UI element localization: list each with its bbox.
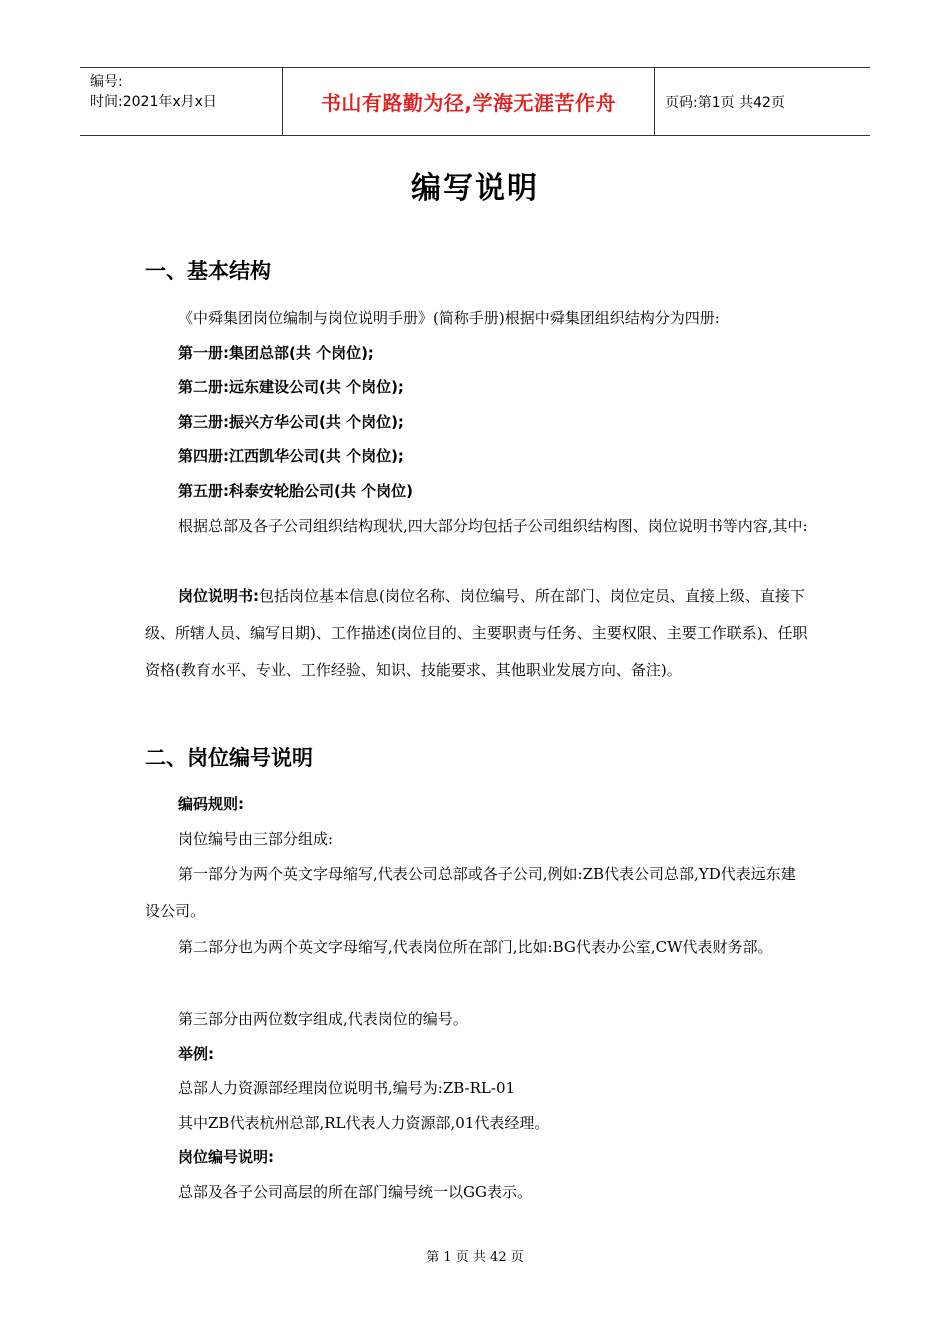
description-text: 包括岗位基本信息(岗位名称、岗位编号、所在部门、岗位定员、直接上级、直接下级、所辖人员、编写日期)、工作描述(岗位目的、主要职责与任务、主要权限、主要工作联系)、任职资格(教育水平、专业、工作经验、知识、技能要求、其他职业发展方向、备注)。: [145, 587, 808, 679]
volume-item: 第五册:科泰安轮胎公司(共 个岗位): [178, 482, 413, 500]
volume-item: 第二册:远东建设公司(共 个岗位);: [178, 378, 404, 396]
page-title: 编写说明: [411, 171, 539, 206]
rule-line: 第二部分也为两个英文字母缩写,代表岗位所在部门,比如:BG代表办公室,CW代表财务部。: [178, 938, 773, 956]
motto: 书山有路勤为径,学海无涯苦作舟: [282, 68, 655, 135]
example-line: 其中ZB代表杭州总部,RL代表人力资源部,01代表经理。: [178, 1114, 550, 1132]
header-left-cell: [80, 68, 282, 135]
volume-item: 第三册:振兴方华公司(共 个岗位);: [178, 413, 404, 431]
note-line: 总部及各子公司高层的所在部门编号统一以GG表示。: [178, 1183, 532, 1201]
volume-item: 第四册:江西凯华公司(共 个岗位);: [178, 447, 404, 465]
example-line: 总部人力资源部经理岗位说明书,编号为:ZB-RL-01: [178, 1079, 516, 1097]
section2-heading: 二、岗位编号说明: [145, 746, 313, 770]
time-label: 时间:2021年x月x日: [90, 94, 217, 110]
rule-line: 第一部分为两个英文字母缩写,代表公司总部或各子公司,例如:ZB代表公司总部,YD代表远东建设公司。: [145, 865, 796, 920]
document-header: [80, 67, 870, 136]
number-label: 编号:: [90, 74, 123, 90]
volume-item: 第一册:集团总部(共 个岗位);: [178, 344, 374, 362]
note-label: 岗位编号说明:: [178, 1148, 274, 1166]
section1-heading: 一、基本结构: [145, 259, 271, 283]
rule-line: 第三部分由两位数字组成,代表岗位的编号。: [178, 1010, 468, 1028]
description-label: 岗位说明书:: [178, 587, 259, 605]
section1-intro: 《中舜集团岗位编制与岗位说明手册》(简称手册)根据中舜集团组织结构分为四册:: [178, 309, 720, 327]
section1-description: [145, 578, 810, 689]
example-label: 举例:: [178, 1045, 214, 1063]
page-footer: 第 1 页 共 42 页: [426, 1250, 524, 1265]
page-info: 页码:第1页 共42页: [665, 94, 785, 111]
section1-para2: 根据总部及各子公司组织结构现状,四大部分均包括子公司组织结构图、岗位说明书等内容,其中:: [178, 517, 808, 535]
rule-line: 岗位编号由三部分组成:: [178, 830, 334, 848]
rule-label: 编码规则:: [178, 795, 244, 813]
